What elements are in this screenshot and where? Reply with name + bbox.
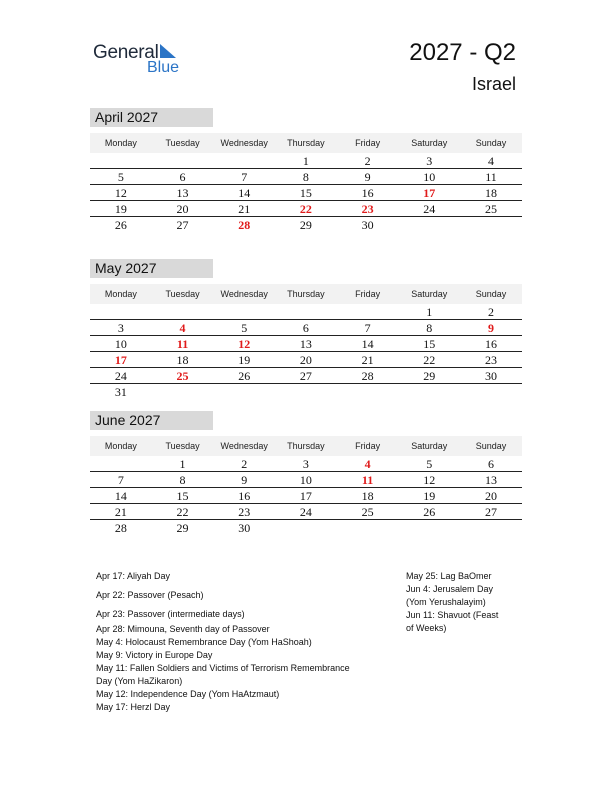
week-row — [90, 488, 522, 504]
holiday-note: May 11: Fallen Soldiers and Victims of Terrorism Remembrance — [96, 663, 350, 673]
day-cell: 21 — [361, 353, 374, 367]
day-cell: 16 — [361, 186, 374, 200]
day-cell: 5 — [426, 457, 433, 471]
empty-day-cell — [152, 304, 214, 319]
empty-day-cell — [337, 384, 399, 400]
weekday-label: Thursday — [287, 441, 325, 451]
day-cell: 17 — [299, 489, 312, 503]
day-cell: 27 — [484, 505, 497, 519]
month-june — [90, 411, 522, 536]
weekday-label: Saturday — [411, 441, 448, 451]
day-cell: 28 — [238, 218, 251, 232]
day-cell: 8 — [426, 321, 433, 335]
day-cell: 23 — [484, 353, 497, 367]
day-cell: 19 — [238, 353, 251, 367]
day-cell: 17 — [423, 186, 436, 200]
month-title: June 2027 — [90, 411, 213, 430]
holiday-note: of Weeks) — [406, 623, 447, 633]
day-cell: 5 — [241, 321, 248, 335]
day-cell: 10 — [114, 337, 127, 351]
day-cell: 14 — [114, 489, 127, 503]
empty-day-cell — [275, 304, 337, 319]
month-may — [90, 259, 522, 400]
empty-day-cell — [337, 304, 399, 319]
day-cell: 27 — [299, 369, 312, 383]
day-cell: 28 — [361, 369, 374, 383]
day-cell: 7 — [241, 170, 248, 184]
day-cell: 10 — [423, 170, 436, 184]
week-row — [90, 520, 522, 536]
day-cell: 19 — [423, 489, 436, 503]
day-cell: 19 — [114, 202, 127, 216]
holiday-note: May 17: Herzl Day — [96, 702, 171, 712]
day-cell: 21 — [114, 505, 127, 519]
day-cell: 6 — [487, 457, 494, 471]
day-cell: 12 — [423, 473, 436, 487]
day-cell: 6 — [179, 170, 186, 184]
day-cell: 9 — [241, 473, 248, 487]
weekday-label: Wednesday — [220, 441, 268, 451]
day-cell: 26 — [238, 369, 251, 383]
day-cell: 6 — [302, 321, 309, 335]
week-row — [90, 384, 522, 400]
weekday-label: Thursday — [287, 289, 325, 299]
holiday-note: May 4: Holocaust Remembrance Day (Yom HaShoah) — [96, 637, 312, 647]
day-cell: 4 — [364, 457, 371, 471]
day-cell: 8 — [179, 473, 186, 487]
day-cell: 13 — [176, 186, 189, 200]
holiday-note: Apr 17: Aliyah Day — [96, 571, 171, 581]
logo — [93, 40, 188, 80]
page-title: 2027 - Q2 — [409, 39, 516, 66]
day-cell: 4 — [487, 154, 494, 168]
empty-day-cell — [460, 520, 522, 536]
empty-day-cell — [460, 217, 522, 233]
day-cell: 26 — [114, 218, 127, 232]
week-row — [90, 456, 522, 472]
day-cell: 13 — [484, 473, 497, 487]
day-cell: 20 — [484, 489, 497, 503]
empty-day-cell — [213, 384, 275, 400]
weekday-header — [90, 284, 522, 304]
day-cell: 18 — [361, 489, 374, 503]
day-cell: 22 — [299, 202, 312, 216]
day-cell: 29 — [176, 521, 189, 535]
day-cell: 1 — [179, 457, 186, 471]
weekday-label: Friday — [355, 138, 381, 148]
week-row — [90, 320, 522, 336]
logo-word-general: General — [93, 42, 159, 63]
day-cell: 9 — [487, 321, 494, 335]
day-cell: 17 — [114, 353, 127, 367]
day-cell: 13 — [299, 337, 312, 351]
logo-word-blue: Blue — [147, 59, 180, 76]
weekday-label: Sunday — [475, 441, 507, 451]
weekday-label: Friday — [355, 441, 381, 451]
holiday-note: (Yom Yerushalayim) — [406, 597, 486, 607]
day-cell: 30 — [361, 218, 374, 232]
holiday-note: Apr 22: Passover (Pesach) — [96, 590, 204, 600]
day-cell: 24 — [423, 202, 436, 216]
day-cell: 20 — [299, 353, 312, 367]
day-cell: 15 — [299, 186, 312, 200]
holiday-note: Apr 23: Passover (intermediate days) — [96, 609, 245, 619]
day-cell: 22 — [423, 353, 436, 367]
week-row — [90, 201, 522, 217]
weekday-label: Monday — [104, 441, 137, 451]
holiday-note: Jun 11: Shavuot (Feast — [406, 610, 499, 620]
day-cell: 11 — [176, 337, 189, 351]
day-cell: 14 — [361, 337, 374, 351]
day-cell: 18 — [484, 186, 497, 200]
day-cell: 9 — [364, 170, 371, 184]
day-cell: 23 — [361, 202, 374, 216]
week-row — [90, 217, 522, 233]
day-cell: 8 — [302, 170, 309, 184]
holiday-note: May 12: Independence Day (Yom HaAtzmaut) — [96, 689, 280, 699]
day-cell: 10 — [299, 473, 312, 487]
empty-day-cell — [460, 384, 522, 400]
week-row — [90, 304, 522, 320]
day-cell: 30 — [484, 369, 497, 383]
month-april — [90, 108, 522, 233]
month-title: May 2027 — [90, 259, 213, 278]
week-row — [90, 352, 522, 368]
empty-day-cell — [275, 520, 337, 536]
empty-day-cell — [90, 153, 152, 168]
holiday-note: May 25: Lag BaOmer — [406, 571, 492, 581]
day-cell: 2 — [241, 457, 248, 471]
day-cell: 29 — [299, 218, 312, 232]
day-cell: 4 — [179, 321, 186, 335]
day-cell: 7 — [117, 473, 124, 487]
day-cell: 16 — [238, 489, 251, 503]
country-name: Israel — [471, 74, 516, 94]
day-cell: 1 — [302, 154, 309, 168]
week-row — [90, 472, 522, 488]
week-row — [90, 169, 522, 185]
holiday-note: Jun 4: Jerusalem Day — [406, 584, 494, 594]
week-row — [90, 504, 522, 520]
weekday-label: Tuesday — [165, 289, 200, 299]
empty-day-cell — [398, 520, 460, 536]
holiday-note: Day (Yom HaZikaron) — [96, 676, 183, 686]
day-cell: 25 — [361, 505, 374, 519]
holiday-note: Apr 28: Mimouna, Seventh day of Passover — [96, 624, 270, 634]
day-cell: 18 — [176, 353, 189, 367]
empty-day-cell — [90, 456, 152, 471]
empty-day-cell — [337, 520, 399, 536]
day-cell: 12 — [114, 186, 127, 200]
day-cell: 2 — [364, 154, 371, 168]
day-cell: 30 — [238, 521, 251, 535]
day-cell: 20 — [176, 202, 189, 216]
day-cell: 24 — [114, 369, 127, 383]
week-row — [90, 153, 522, 169]
day-cell: 15 — [423, 337, 436, 351]
day-cell: 3 — [302, 457, 309, 471]
day-cell: 25 — [176, 369, 189, 383]
day-cell: 5 — [117, 170, 124, 184]
weekday-header — [90, 133, 522, 153]
weekday-label: Sunday — [475, 138, 507, 148]
empty-day-cell — [152, 384, 214, 400]
day-cell: 15 — [176, 489, 189, 503]
day-cell: 22 — [176, 505, 189, 519]
day-cell: 23 — [238, 505, 251, 519]
empty-day-cell — [213, 153, 275, 168]
weekday-label: Saturday — [411, 138, 448, 148]
empty-day-cell — [213, 304, 275, 319]
week-row — [90, 185, 522, 201]
holiday-notes-left — [96, 570, 350, 714]
day-cell: 29 — [423, 369, 436, 383]
weekday-header — [90, 436, 522, 456]
empty-day-cell — [152, 153, 214, 168]
day-cell: 31 — [114, 385, 127, 399]
empty-day-cell — [398, 384, 460, 400]
weekday-label: Tuesday — [165, 441, 200, 451]
week-row — [90, 336, 522, 352]
empty-day-cell — [275, 384, 337, 400]
day-cell: 26 — [423, 505, 436, 519]
holiday-notes-right — [406, 570, 498, 635]
weekday-label: Saturday — [411, 289, 448, 299]
holiday-note: May 9: Victory in Europe Day — [96, 650, 213, 660]
day-cell: 2 — [487, 305, 494, 319]
weekday-label: Wednesday — [220, 289, 268, 299]
day-cell: 3 — [117, 321, 124, 335]
day-cell: 28 — [114, 521, 127, 535]
day-cell: 16 — [484, 337, 497, 351]
day-cell: 24 — [299, 505, 312, 519]
week-row — [90, 368, 522, 384]
day-cell: 7 — [364, 321, 371, 335]
empty-day-cell — [90, 304, 152, 319]
day-cell: 14 — [238, 186, 251, 200]
weekday-label: Sunday — [475, 289, 507, 299]
weekday-label: Thursday — [287, 138, 325, 148]
day-cell: 21 — [238, 202, 251, 216]
day-cell: 25 — [484, 202, 497, 216]
logo-flag-icon — [160, 44, 176, 58]
weekday-label: Friday — [355, 289, 381, 299]
weekday-label: Monday — [104, 138, 137, 148]
day-cell: 3 — [426, 154, 433, 168]
month-title: April 2027 — [90, 108, 213, 127]
weekday-label: Wednesday — [220, 138, 268, 148]
day-cell: 11 — [361, 473, 374, 487]
weekday-label: Tuesday — [165, 138, 200, 148]
day-cell: 27 — [176, 218, 189, 232]
day-cell: 11 — [485, 170, 497, 184]
weekday-label: Monday — [104, 289, 137, 299]
day-cell: 12 — [238, 337, 251, 351]
empty-day-cell — [398, 217, 460, 233]
day-cell: 1 — [426, 305, 433, 319]
